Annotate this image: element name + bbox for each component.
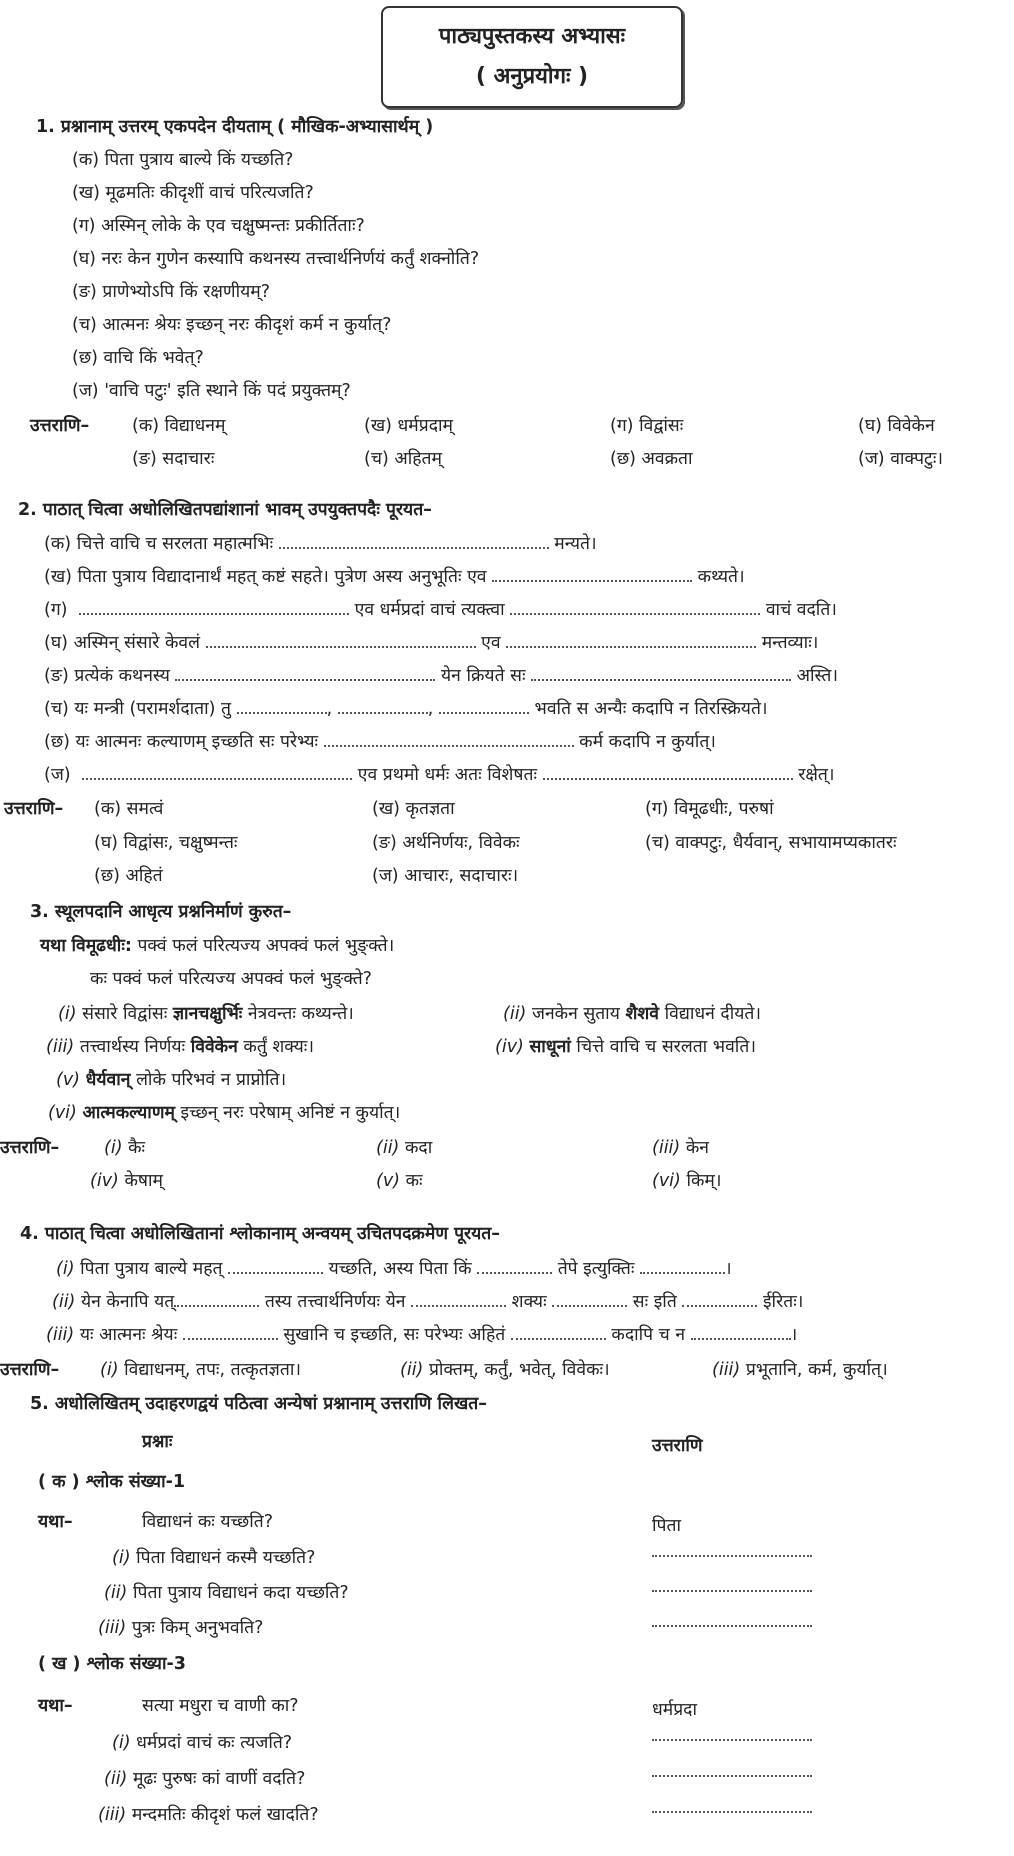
q3-answer: (iii) केन xyxy=(652,1138,709,1158)
q1-item: (ज) 'वाचि पटुः' इति स्थाने किं पदं प्रयुक्तम्? xyxy=(72,381,351,401)
q3-answer: (i) कैः xyxy=(104,1138,146,1158)
page-subtitle: ( अनुप्रयोगः ) xyxy=(475,64,589,89)
q3-example: यथा विमूढधीः: पक्वं फलं परित्यज्य अपक्वं फलं भुङ्क्ते। xyxy=(40,936,395,956)
q2-line-text: एव प्रथमो धर्मः अतः विशेषतः xyxy=(357,765,538,785)
q2-line-text: कथ्यते। xyxy=(697,567,745,587)
q3-item: (iv) साधूनां चित्ते वाचि च सरलता भवति। xyxy=(495,1037,756,1057)
q2-line-label: (क) xyxy=(44,534,72,554)
q2-heading: 2. पाठात् चित्वा अधोलिखितपद्यांशानां भावम् उपयुक्तपदैः पूरयत– xyxy=(18,500,432,520)
q1-item: (घ) नरः केन गुणेन कस्यापि कथनस्य तत्त्वार्थनिर्णयं कर्तुं शक्नोति? xyxy=(72,249,480,269)
q2-line-text: रक्षेत्। xyxy=(798,765,835,785)
q2-line xyxy=(44,532,597,556)
q5-example-label: यथा– xyxy=(38,1512,73,1532)
q2-line-text: मन्तव्याः। xyxy=(761,633,819,653)
q2-line-text: भवति स अन्यैः कदापि न तिरस्क्रियते। xyxy=(534,699,768,719)
example-bold-word: विमूढधीः xyxy=(71,936,125,956)
q2-line-text: यः मन्त्री (परामर्शदाता) तु xyxy=(74,699,232,719)
q5-group-title: ( क ) श्लोक संख्या-1 xyxy=(38,1472,186,1492)
blank xyxy=(237,698,327,714)
q5-question: (ii) मूढः पुरुषः कां वाणीं वदति? xyxy=(104,1769,306,1789)
q1-heading: 1. प्रश्नानाम् उत्तरम् एकपदेन दीयताम् ( मौखिक-अभ्यासार्थम् ) xyxy=(36,117,434,137)
q5-example-label: यथा– xyxy=(38,1696,73,1716)
q1-answer: (ङ) सदाचारः xyxy=(132,449,215,469)
q1-answer: (क) विद्याधनम् xyxy=(132,416,226,436)
q3-heading: 3. स्थूलपदानि आधृत्य प्रश्ननिर्माणं कुरुत– xyxy=(30,902,292,922)
q2-line-text: एव xyxy=(481,633,501,653)
q5-col-questions: प्रश्नाः xyxy=(142,1432,173,1452)
q1-answer: (घ) विवेकेन xyxy=(858,416,935,436)
q3-answer: (iv) केषाम् xyxy=(90,1171,164,1191)
page-title: पाठ्यपुस्तकस्य अभ्यासः xyxy=(438,24,626,49)
q2-line-text: कर्म कदापि न कुर्यात्। xyxy=(579,732,716,752)
blank xyxy=(510,599,760,615)
blank xyxy=(506,632,756,648)
q3-answers-label: उत्तराणि– xyxy=(0,1138,60,1158)
blank xyxy=(279,533,549,549)
q2-line-text: चित्ते वाचि च सरलता महात्मभिः xyxy=(76,534,274,554)
q5-example-question: विद्याधनं कः यच्छति? xyxy=(142,1512,274,1532)
q3-answer: (ii) कदा xyxy=(376,1138,433,1158)
blank xyxy=(82,764,352,780)
blank xyxy=(206,632,476,648)
q2-answer: (ग) विमूढधीः, परुषां xyxy=(645,799,774,819)
q2-line-label: (ख) xyxy=(44,567,72,587)
blank xyxy=(492,566,692,582)
q3-answer: (vi) किम्। xyxy=(652,1171,722,1191)
answer-blank[interactable] xyxy=(652,1724,812,1748)
title-box xyxy=(381,6,683,108)
q1-answer: (ख) धर्मप्रदाम् xyxy=(364,416,454,436)
q5-question: (i) पिता विद्याधनं कस्मै यच्छति? xyxy=(112,1548,316,1568)
q3-item: (iii) तत्त्वार्थस्य निर्णयः विवेकेन कर्तुं शक्यः। xyxy=(46,1037,314,1057)
q2-answer: (ज) आचारः, सदाचारः। xyxy=(372,866,519,886)
q2-line-label: (छ) xyxy=(44,732,70,752)
q3-example-answer: कः पक्वं फलं परित्यज्य अपक्वं फलं भुङ्क्ते? xyxy=(90,969,372,989)
q2-answers-label: उत्तराणि– xyxy=(4,799,64,819)
q2-line-text: येन क्रियते सः xyxy=(441,666,526,686)
q5-question: (i) धर्मप्रदां वाचं कः त्यजति? xyxy=(112,1733,293,1753)
q3-answer: (v) कः xyxy=(376,1171,423,1191)
q2-line xyxy=(44,697,768,721)
q5-question: (iii) पुत्रः किम् अनुभवति? xyxy=(98,1618,264,1638)
q2-answer: (च) वाक्पटुः, धैर्यवान्, सभायामप्यकातरः xyxy=(645,833,897,853)
blank xyxy=(175,665,435,681)
q3-item: (v) धैर्यवान् लोके परिभवं न प्राप्नोति। xyxy=(56,1070,287,1090)
q2-answer: (क) समत्वं xyxy=(94,799,164,819)
q2-line-text: वाचं वदति। xyxy=(765,600,837,620)
q3-item: (i) संसारे विद्वांसः ज्ञानचक्षुर्भिः नेत्रवन्तः कथ्यन्ते। xyxy=(58,1004,354,1024)
q4-answer: (i) विद्याधनम्, तपः, तत्कृतज्ञता। xyxy=(100,1360,302,1380)
blank xyxy=(338,698,428,714)
q2-line-text: एव धर्मप्रदां वाचं त्यक्त्वा xyxy=(354,600,505,620)
q5-question: (ii) पिता पुत्राय विद्याधनं कदा यच्छति? xyxy=(104,1583,349,1603)
answer-blank[interactable] xyxy=(652,1760,812,1784)
q2-line xyxy=(44,565,745,589)
q4-line: (iii) यः आत्मनः श्रेयः सुखानि च इच्छति, सः परेभ्यः अहितं कदापि च न । xyxy=(46,1325,798,1345)
q1-item: (छ) वाचि किं भवेत्? xyxy=(72,348,204,368)
q4-answer: (ii) प्रोक्तम्, कर्तुं, भवेत्, विवेकः। xyxy=(400,1360,610,1380)
blank xyxy=(439,698,529,714)
q2-line-text: प्रत्येकं कथनस्य xyxy=(74,666,170,686)
q5-example-question: सत्या मधुरा च वाणी का? xyxy=(142,1696,299,1716)
q2-line xyxy=(44,598,837,622)
q2-line-text: , xyxy=(427,699,434,719)
answer-blank[interactable] xyxy=(652,1575,812,1599)
q1-answer: (ज) वाक्पटुः। xyxy=(858,449,944,469)
q2-answer: (ङ) अर्थनिर्णयः, विवेकः xyxy=(372,833,520,853)
q2-line-label: (घ) xyxy=(44,633,68,653)
q5-question: (iii) मन्दमतिः कीदृशं फलं खादति? xyxy=(98,1805,319,1825)
blank xyxy=(531,665,791,681)
example-label: यथा xyxy=(40,936,66,956)
blank xyxy=(79,599,349,615)
q1-item: (ग) अस्मिन् लोके के एव चक्षुष्मन्तः प्रकीर्तिताः? xyxy=(72,216,365,236)
q1-answers-label: उत्तराणि– xyxy=(30,416,90,436)
q4-heading: 4. पाठात् चित्वा अधोलिखितानां श्लोकानाम् अन्वयम् उचितपदक्रमेण पूरयत– xyxy=(20,1224,501,1244)
q2-line-label: (ज) xyxy=(44,765,71,785)
q1-item: (ख) मूढमतिः कीदृशीं वाचं परित्यजति? xyxy=(72,183,314,203)
q2-line xyxy=(44,763,835,787)
q1-answer: (ग) विद्वांसः xyxy=(610,416,684,436)
q1-item: (ङ) प्राणेभ्योऽपि किं रक्षणीयम्? xyxy=(72,282,271,302)
q2-line-text: , xyxy=(326,699,333,719)
q2-line-label: (च) xyxy=(44,699,69,719)
q2-line xyxy=(44,631,818,655)
q4-answer: (iii) प्रभूतानि, कर्म, कुर्यात्। xyxy=(712,1360,888,1380)
q1-item: (क) पिता पुत्राय बाल्ये किं यच्छति? xyxy=(72,150,294,170)
q2-line-text: यः आत्मनः कल्याणम् इच्छति सः परेभ्यः xyxy=(75,732,319,752)
q5-col-answers: उत्तराणि xyxy=(652,1436,703,1456)
q5-group-title: ( ख ) श्लोक संख्या-3 xyxy=(38,1654,186,1674)
q2-line-text: पिता पुत्राय विद्यादानार्थं महत् कष्टं सहते। पुत्रेण अस्य अनुभूतिः एव xyxy=(77,567,487,587)
q5-heading: 5. अधोलिखितम् उदाहरणद्वयं पठित्वा अन्येषां प्रश्नानाम् उत्तराणि लिखत– xyxy=(30,1394,487,1414)
q2-answer: (ख) कृतज्ञता xyxy=(372,799,455,819)
q2-line-text: अस्मिन् संसारे केवलं xyxy=(73,633,200,653)
q3-item: (vi) आत्मकल्याणम् इच्छन् नरः परेषाम् अनिष्टं न कुर्यात्। xyxy=(48,1103,401,1123)
q1-item: (च) आत्मनः श्रेयः इच्छन् नरः कीदृशं कर्म न कुर्यात्? xyxy=(72,315,392,335)
blank xyxy=(324,731,574,747)
q4-line: (i) पिता पुत्राय बाल्ये महत् यच्छति, अस्य पिता किं तेपे इत्युक्तिः । xyxy=(56,1259,732,1279)
blank xyxy=(543,764,793,780)
q4-answers-label: उत्तराणि– xyxy=(0,1360,60,1380)
q2-line-text: अस्ति। xyxy=(796,666,838,686)
q5-example-answer: धर्मप्रदा xyxy=(652,1700,698,1720)
q5-example-answer: पिता xyxy=(652,1516,681,1536)
q2-line xyxy=(44,664,838,688)
q2-line-label: (ङ) xyxy=(44,666,69,686)
q2-answer: (घ) विद्वांसः, चक्षुष्मन्तः xyxy=(94,833,238,853)
q2-answer: (छ) अहितं xyxy=(94,866,163,886)
q4-line: (ii) येन केनापि यत् तस्य तत्त्वार्थनिर्णयः येन शक्यः सः इति ईरितः। xyxy=(52,1292,804,1312)
q1-answer: (च) अहितम् xyxy=(364,449,442,469)
q1-answer: (छ) अवक्रता xyxy=(610,449,693,469)
q2-line-label: (ग) xyxy=(44,600,68,620)
example-text: पक्वं फलं परित्यज्य अपक्वं फलं भुङ्क्ते। xyxy=(137,936,395,956)
answer-blank[interactable] xyxy=(652,1796,812,1820)
q2-line xyxy=(44,730,716,754)
q3-item: (ii) जनकेन सुताय शैशवे विद्याधनं दीयते। xyxy=(503,1004,762,1024)
answer-blank[interactable] xyxy=(652,1540,812,1564)
answer-blank[interactable] xyxy=(652,1610,812,1634)
q2-line-text: मन्यते। xyxy=(554,534,597,554)
